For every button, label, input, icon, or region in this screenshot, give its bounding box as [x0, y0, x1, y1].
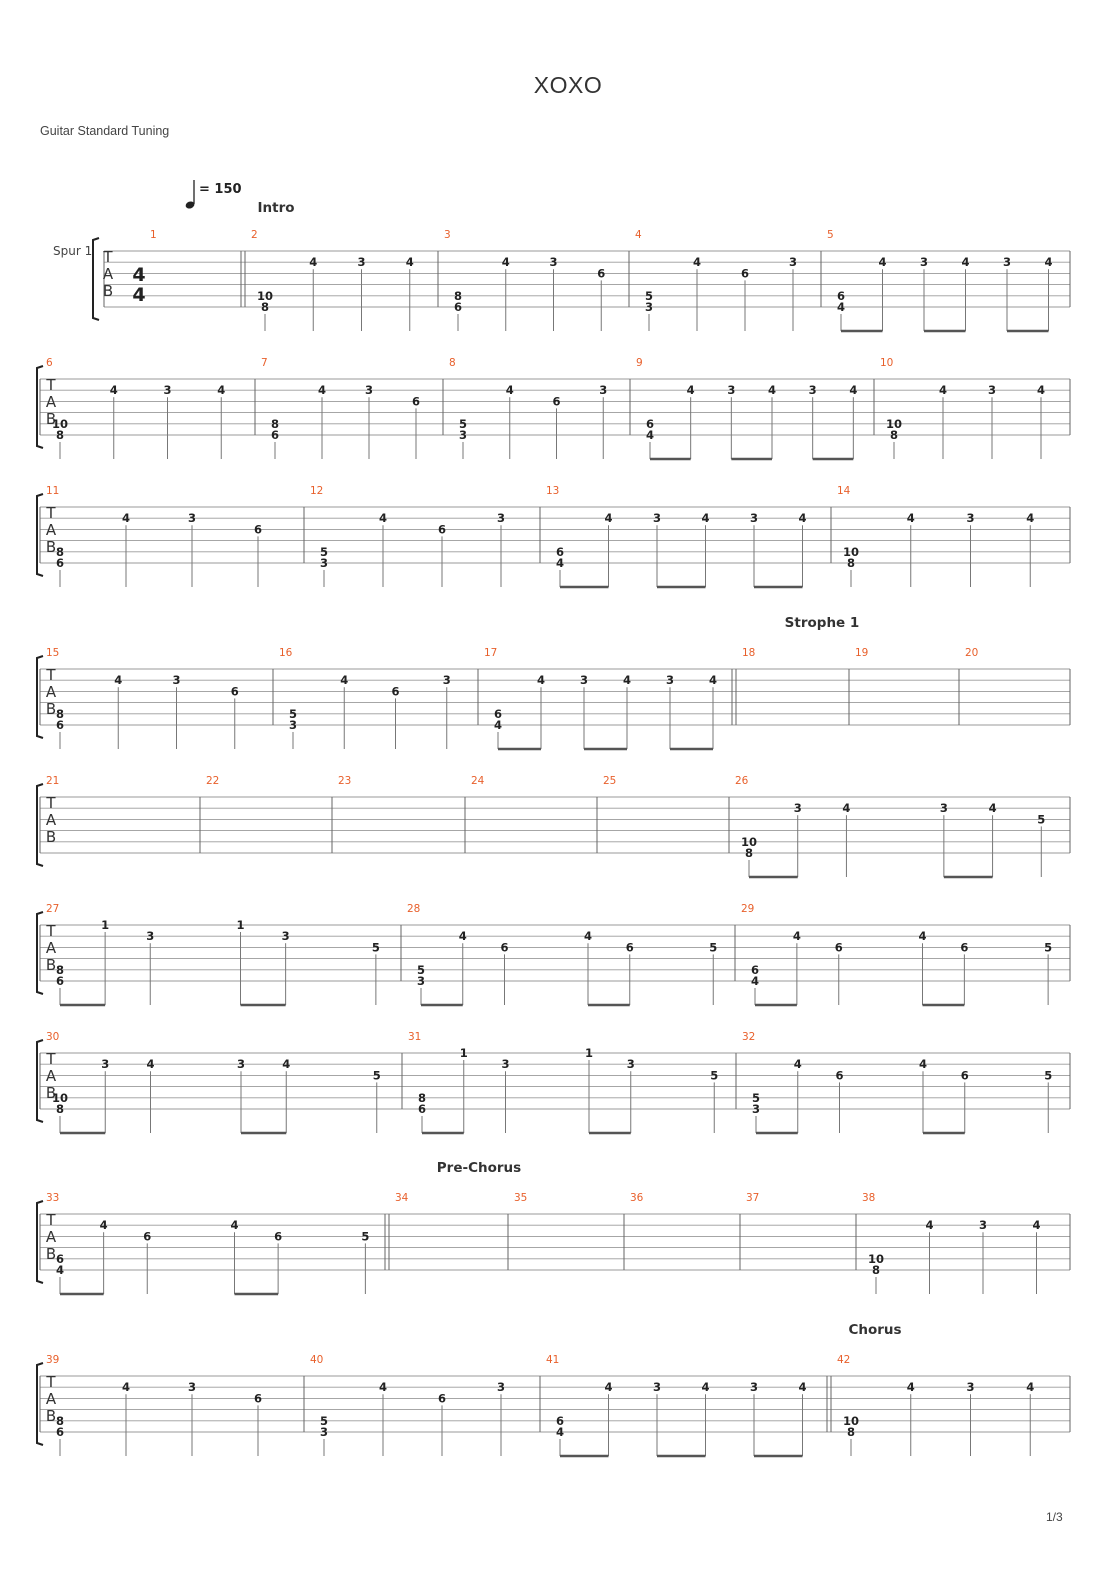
fret-number: 3 [626, 1057, 635, 1072]
fret-number: 3 [644, 300, 654, 314]
fret-number: 6 [834, 940, 843, 955]
measure-number: 30 [46, 1031, 60, 1043]
fret-number: 8 [846, 1425, 856, 1439]
tab-system [37, 784, 1070, 877]
fret-number: 4 [121, 1380, 131, 1395]
fret-number: 6 [625, 940, 634, 955]
fret-number: 4 [906, 1380, 915, 1395]
fret-number: 4 [842, 801, 851, 816]
fret-number: 6 [274, 1229, 283, 1244]
fret-number: 3 [579, 673, 589, 688]
measure-number: 27 [46, 903, 60, 915]
measure-number: 37 [746, 1192, 760, 1204]
fret-number: 4 [340, 673, 349, 688]
measure-number: 15 [46, 647, 60, 659]
fret-number: 3 [749, 511, 759, 526]
fret-number: 3 [749, 1380, 759, 1395]
fret-number: 6 [493, 706, 503, 721]
fret-number: 3 [919, 255, 929, 270]
measure-number: 31 [408, 1031, 422, 1043]
fret-number: 6 [55, 974, 65, 988]
fret-number: 4 [701, 511, 710, 526]
measure-number: 2 [251, 229, 258, 241]
fret-number: 8 [744, 846, 754, 860]
fret-number: 6 [417, 1102, 427, 1116]
fret-number: 5 [371, 940, 380, 955]
section-label: Intro [257, 200, 295, 216]
fret-number: 4 [555, 556, 565, 570]
measure-number: 17 [484, 647, 498, 659]
tab-clef-letter: B [45, 410, 57, 428]
measure-number: 32 [742, 1031, 756, 1043]
fret-number: 4 [701, 1380, 710, 1395]
tab-clef-letter: T [46, 1373, 56, 1391]
fret-number: 5 [319, 544, 329, 559]
tab-clef-letter: B [102, 282, 114, 300]
measure-number: 25 [603, 775, 617, 787]
fret-number: 3 [416, 974, 426, 988]
tab-clef-letter: A [45, 1228, 57, 1246]
tab-clef-letter: B [45, 828, 57, 846]
measure-number: 18 [742, 647, 756, 659]
fret-number: 6 [391, 684, 400, 699]
fret-number: 5 [288, 706, 298, 721]
fret-number: 3 [788, 255, 798, 270]
fret-number: 4 [55, 1263, 65, 1277]
fret-number: 3 [501, 1057, 510, 1072]
fret-number: 6 [555, 544, 565, 559]
fret-number: 10 [885, 416, 903, 431]
tab-clef-letter: B [45, 1245, 57, 1263]
fret-number: 3 [966, 1380, 975, 1395]
fret-number: 6 [740, 266, 750, 281]
fret-number: 3 [987, 383, 997, 398]
fret-number: 3 [793, 801, 802, 816]
fret-number: 6 [437, 1391, 447, 1406]
tab-system [37, 656, 1070, 749]
measure-number: 12 [310, 485, 324, 497]
fret-number: 4 [378, 511, 388, 526]
tab-clef-letter: A [45, 1390, 57, 1408]
measure-number: 9 [636, 357, 643, 369]
measure-number: 42 [837, 1354, 851, 1366]
tab-clef-letter: T [46, 1050, 56, 1068]
measure-number: 1 [150, 229, 157, 241]
tab-clef-letter: B [45, 1084, 57, 1102]
measure-number: 23 [338, 775, 352, 787]
measure-number: 35 [514, 1192, 528, 1204]
fret-number: 8 [889, 428, 899, 442]
fret-number: 3 [146, 929, 155, 944]
fret-number: 5 [319, 1413, 329, 1428]
measure-number: 3 [444, 229, 451, 241]
fret-number: 4 [836, 300, 846, 314]
fret-number: 6 [411, 394, 421, 409]
fret-number: 4 [708, 673, 718, 688]
measure-number: 11 [46, 485, 60, 497]
fret-number: 6 [597, 266, 606, 281]
fret-number: 6 [55, 556, 65, 570]
measure-number: 40 [310, 1354, 324, 1366]
tab-clef-letter: T [46, 376, 56, 394]
fret-number: 1 [101, 918, 110, 932]
fret-number: 6 [960, 1068, 969, 1083]
system-bracket [93, 238, 99, 320]
tab-clef-letter: A [45, 393, 57, 411]
measure-number: 28 [407, 903, 421, 915]
measure-number: 14 [837, 485, 851, 497]
fret-number: 4 [692, 255, 702, 270]
fret-number: 4 [1044, 255, 1053, 270]
fret-number: 3 [978, 1218, 988, 1233]
fret-number: 6 [750, 962, 760, 977]
measure-number: 22 [206, 775, 220, 787]
tab-clef-letter: A [45, 1067, 57, 1085]
tab-clef-letter: B [45, 538, 57, 556]
fret-number: 8 [55, 428, 65, 442]
fret-number: 4 [583, 929, 593, 944]
measure-number: 38 [862, 1192, 876, 1204]
section-label: Chorus [848, 1322, 902, 1338]
tab-clef-letter: A [45, 811, 57, 829]
fret-number: 6 [55, 1425, 65, 1439]
fret-number: 6 [253, 522, 263, 537]
measure-number: 21 [46, 775, 60, 787]
fret-number: 3 [458, 428, 468, 442]
fret-number: 8 [55, 706, 65, 721]
measure-number: 8 [449, 357, 456, 369]
fret-number: 8 [846, 556, 856, 570]
fret-number: 4 [405, 255, 414, 270]
fret-number: 4 [493, 718, 503, 732]
tab-clef-letter: T [103, 248, 113, 266]
fret-number: 4 [1032, 1218, 1041, 1233]
fret-number: 3 [187, 511, 197, 526]
tab-system [37, 1363, 1070, 1456]
fret-number: 10 [256, 288, 274, 303]
fret-number: 3 [727, 383, 736, 398]
fret-number: 4 [767, 383, 777, 398]
fret-number: 3 [751, 1102, 761, 1116]
fret-number: 4 [458, 929, 467, 944]
song-title: XOXO [533, 72, 603, 98]
tab-system [37, 494, 1070, 587]
fret-number: 5 [416, 962, 426, 977]
fret-number: 3 [939, 801, 948, 816]
measure-number: 24 [471, 775, 485, 787]
fret-number: 5 [458, 416, 468, 431]
section-label: Pre-Chorus [436, 1160, 522, 1176]
tab-clef-letter: B [45, 1407, 57, 1425]
fret-number: 4 [1026, 1380, 1035, 1395]
tab-clef-letter: T [46, 922, 56, 940]
fret-number: 10 [740, 834, 758, 849]
page-number: 1/3 [1046, 1510, 1063, 1524]
tempo-marking: = 150 [199, 182, 242, 197]
fret-number: 3 [319, 1425, 329, 1439]
fret-number: 4 [878, 255, 887, 270]
fret-number: 5 [644, 288, 654, 303]
fret-number: 4 [1026, 511, 1035, 526]
fret-number: 5 [709, 940, 718, 955]
fret-number: 4 [622, 673, 632, 688]
tab-clef-letter: B [45, 956, 57, 974]
fret-number: 6 [437, 522, 447, 537]
tab-system [37, 366, 1070, 459]
fret-number: 6 [555, 1413, 565, 1428]
measure-number: 13 [546, 485, 560, 497]
measure-number: 19 [855, 647, 869, 659]
fret-number: 4 [793, 1057, 802, 1072]
fret-number: 10 [842, 544, 860, 559]
fret-number: 4 [750, 974, 760, 988]
fret-number: 6 [453, 300, 463, 314]
fret-number: 5 [361, 1229, 370, 1244]
fret-number: 4 [1036, 383, 1046, 398]
measure-number: 4 [635, 229, 642, 241]
tab-clef-letter: T [46, 504, 56, 522]
time-signature-bottom: 4 [132, 284, 146, 306]
fret-number: 4 [114, 673, 123, 688]
tab-clef-letter: B [45, 700, 57, 718]
measure-number: 16 [279, 647, 293, 659]
fret-number: 10 [51, 1090, 69, 1105]
fret-number: 6 [55, 1251, 65, 1266]
fret-number: 3 [496, 511, 506, 526]
fret-number: 3 [187, 1380, 197, 1395]
fret-number: 4 [961, 255, 970, 270]
fret-number: 8 [55, 544, 65, 559]
fret-number: 5 [1044, 1068, 1053, 1083]
fret-number: 6 [552, 394, 561, 409]
fret-number: 6 [55, 718, 65, 732]
fret-number: 3 [1002, 255, 1012, 270]
fret-number: 6 [143, 1229, 152, 1244]
fret-number: 4 [849, 383, 858, 398]
fret-number: 6 [270, 428, 280, 442]
fret-number: 3 [281, 929, 290, 944]
measure-number: 7 [261, 357, 268, 369]
fret-number: 8 [260, 300, 270, 314]
fret-number: 8 [417, 1090, 427, 1105]
time-signature-top: 4 [132, 264, 146, 286]
fret-number: 3 [101, 1057, 110, 1072]
fret-number: 3 [496, 1380, 506, 1395]
fret-number: 3 [652, 1380, 662, 1395]
tab-clef-letter: T [46, 794, 56, 812]
fret-number: 1 [459, 1046, 468, 1060]
fret-number: 6 [836, 288, 846, 303]
fret-number: 5 [1037, 812, 1046, 827]
measure-number: 6 [46, 357, 53, 369]
measure-number: 34 [395, 1192, 409, 1204]
fret-number: 4 [309, 255, 318, 270]
fret-number: 4 [146, 1057, 155, 1072]
fret-number: 3 [808, 383, 817, 398]
fret-number: 3 [966, 511, 975, 526]
fret-number: 4 [121, 511, 131, 526]
fret-number: 6 [960, 940, 969, 955]
fret-number: 4 [378, 1380, 388, 1395]
measure-number: 26 [735, 775, 749, 787]
measure-number: 33 [46, 1192, 60, 1204]
fret-number: 6 [253, 1391, 263, 1406]
tab-clef-letter: T [46, 1211, 56, 1229]
fret-number: 4 [925, 1218, 934, 1233]
fret-number: 3 [599, 383, 608, 398]
fret-number: 4 [918, 929, 927, 944]
fret-number: 3 [163, 383, 172, 398]
fret-number: 3 [442, 673, 451, 688]
fret-number: 5 [372, 1068, 381, 1083]
fret-number: 4 [317, 383, 327, 398]
fret-number: 8 [270, 416, 280, 431]
fret-number: 3 [665, 673, 675, 688]
tab-system [37, 912, 1070, 1005]
tab-system [37, 1040, 1070, 1133]
fret-number: 6 [645, 416, 655, 431]
fret-number: 3 [549, 255, 558, 270]
fret-number: 3 [364, 383, 374, 398]
tab-system [37, 1201, 1070, 1294]
fret-number: 4 [792, 929, 801, 944]
fret-number: 10 [867, 1251, 885, 1266]
fret-number: 5 [710, 1068, 719, 1083]
fret-number: 1 [236, 918, 245, 932]
fret-number: 4 [99, 1218, 108, 1233]
fret-number: 3 [652, 511, 662, 526]
fret-number: 3 [357, 255, 366, 270]
fret-number: 8 [453, 288, 463, 303]
fret-number: 6 [835, 1068, 844, 1083]
fret-number: 3 [288, 718, 298, 732]
fret-number: 4 [217, 383, 226, 398]
tab-clef-letter: A [45, 521, 57, 539]
track-label: Spur 1 [53, 244, 93, 258]
fret-number: 4 [906, 511, 915, 526]
tab-clef-letter: A [45, 939, 57, 957]
fret-number: 4 [798, 511, 807, 526]
fret-number: 4 [938, 383, 948, 398]
measure-number: 20 [965, 647, 979, 659]
section-label: Strophe 1 [784, 615, 860, 631]
fret-number: 4 [536, 673, 546, 688]
fret-number: 4 [918, 1057, 928, 1072]
fret-number: 8 [55, 1102, 65, 1116]
tuning-label: Guitar Standard Tuning [40, 124, 170, 138]
fret-number: 3 [172, 673, 181, 688]
tab-clef-letter: A [102, 265, 114, 283]
measure-number: 41 [546, 1354, 560, 1366]
measure-number: 10 [880, 357, 894, 369]
fret-number: 1 [584, 1046, 594, 1060]
tab-clef-letter: A [45, 683, 57, 701]
measure-number: 39 [46, 1354, 60, 1366]
fret-number: 4 [988, 801, 997, 816]
fret-number: 4 [604, 511, 613, 526]
fret-number: 3 [236, 1057, 246, 1072]
fret-number: 6 [500, 940, 509, 955]
fret-number: 4 [555, 1425, 565, 1439]
fret-number: 8 [871, 1263, 881, 1277]
fret-number: 5 [751, 1090, 761, 1105]
fret-number: 4 [645, 428, 655, 442]
fret-number: 6 [230, 684, 239, 699]
fret-number: 5 [1044, 940, 1053, 955]
fret-number: 4 [501, 255, 510, 270]
fret-number: 8 [55, 1413, 65, 1428]
fret-number: 4 [109, 383, 118, 398]
measure-number: 5 [827, 229, 834, 241]
measure-number: 29 [741, 903, 755, 915]
tab-clef-letter: T [46, 666, 56, 684]
fret-number: 4 [604, 1380, 613, 1395]
fret-number: 10 [842, 1413, 860, 1428]
fret-number: 4 [798, 1380, 807, 1395]
fret-number: 4 [282, 1057, 291, 1072]
fret-number: 10 [51, 416, 69, 431]
fret-number: 4 [505, 383, 514, 398]
fret-number: 8 [55, 962, 65, 977]
tab-system [93, 238, 1070, 331]
measure-number: 36 [630, 1192, 644, 1204]
fret-number: 3 [319, 556, 329, 570]
fret-number: 4 [230, 1218, 239, 1233]
fret-number: 4 [686, 383, 695, 398]
